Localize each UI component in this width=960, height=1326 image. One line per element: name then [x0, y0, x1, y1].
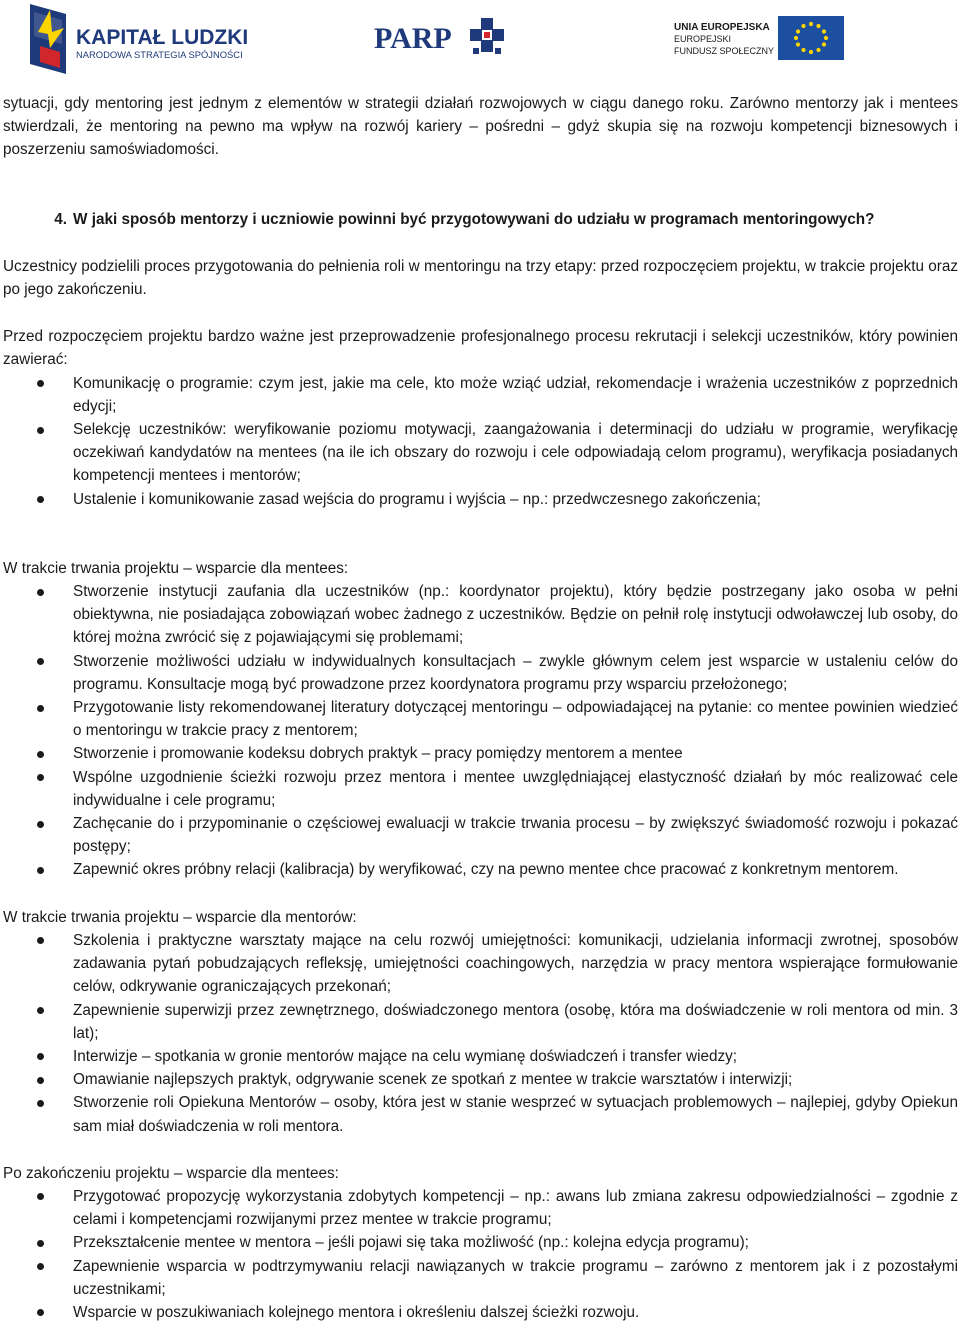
bullet-icon: [37, 1077, 44, 1084]
bullet-icon: [37, 427, 44, 434]
bullet-icon: [37, 496, 44, 503]
mentees-during-heading: W trakcie trwania projektu – wsparcie dla mentees:: [3, 559, 349, 577]
bullet-icon: [37, 774, 44, 781]
list-item: Stworzenie instytucji zaufania dla uczestników (np.: koordynator projektu), który będzie postrzegany jako osoba w pełni obiektywna, nie posiadająca zobowiązań wobec żadnego z uczestników. Będzie on pełnił rolę instytucji odwoławczej lub osoby, do której można zwrócić się z pojawiającymi się problemami;: [3, 580, 958, 650]
question-text: W jaki sposób mentorzy i uczniowie powinni być przygotowywani do udziału w programach mentoringowych?: [73, 210, 875, 228]
bullet-icon: [37, 1100, 44, 1107]
parp-title: PARP: [374, 22, 452, 55]
list-item: Szkolenia i praktyczne warsztaty mające na celu rozwój umiejętności: komunikacji, udzielania informacji zwrotnej, sposobów zadawania pytań pobudzających refleksję, umiejętności coachingowych, narzędzia w pracy mentora wspierające formułowanie celów, odkrywanie ograniczających przekonań;: [3, 929, 958, 999]
bullet-icon: [37, 867, 44, 874]
before-project-list: [3, 372, 958, 511]
document-body: [3, 92, 958, 1324]
list-item: Komunikację o programie: czym jest, jakie ma cele, kto może wziąć udział, rekomendacje i wrażenia uczestników z poprzednich edycji;: [3, 372, 958, 418]
question-heading: [3, 208, 958, 231]
list-item: Zapewnienie wsparcia w podtrzymywaniu relacji nawiązanych w trakcie programu – zarówno z mentorem jak i z pozostałymi uczestnikami;: [3, 1255, 958, 1301]
kapital-subtitle: NARODOWA STRATEGIA SPÓJNOŚCI: [76, 49, 243, 60]
list-item: Stworzenie i promowanie kodeksu dobrych praktyk – pracy pomiędzy mentorem a mentee: [3, 742, 958, 765]
list-item: Stworzenie roli Opiekuna Mentorów – osoby, która jest w stanie wesprzeć w sytuacjach problemowych – najlepiej, gdyby Opiekun sam miał doświadczenia w roli mentora.: [3, 1091, 958, 1137]
bullet-icon: [37, 821, 44, 828]
bullet-icon: [37, 658, 44, 665]
kapital-ludzki-logo: [30, 2, 250, 76]
page-header: [0, 0, 960, 82]
bullet-icon: [37, 589, 44, 596]
bullet-icon: [37, 1053, 44, 1060]
eu-line3: FUNDUSZ SPOŁECZNY: [674, 46, 775, 56]
list-item: Stworzenie możliwości udziału w indywidualnych konsultacjach – zwykle głównym celem jest wsparcie w ustaleniu celów do programu. Konsultacje mogą być prowadzone przez koordynatora programu przy wsparciu przełożonego;: [3, 650, 958, 696]
parp-logo: [374, 14, 506, 64]
intro-paragraph: sytuacji, gdy mentoring jest jednym z elementów w strategii działań rozwojowych w ciągu danego roku. Zarówno mentorzy jak i mentees stwierdzali, że mentoring na pewno ma wpływ na rozwój kariery – pośredni – gdyż skupia się na rozwoju kompetencji biznesowych i poszerzeniu samoświadomości.: [3, 95, 958, 159]
mentors-during-heading: W trakcie trwania projektu – wsparcie dla mentorów:: [3, 908, 357, 926]
mentees-after-list: [3, 1185, 958, 1324]
eu-logo: [668, 14, 848, 64]
list-item: Ustalenie i komunikowanie zasad wejścia do programu i wyjścia – np.: przedwczesnego zakończenia;: [3, 488, 958, 511]
list-item: Zapewnić okres próbny relacji (kalibracja) by weryfikować, czy na pewno mentee chce pracować z konkretnym mentorem.: [3, 858, 958, 881]
eu-line1: UNIA EUROPEJSKA: [674, 22, 770, 33]
bullet-icon: [37, 1309, 44, 1316]
list-item: Przygotować propozycję wykorzystania zdobytych kompetencji – np.: awans lub zmiana zakresu odpowiedzialności – zgodnie z celami i kompetencjami rozwijanymi przez mentee w trakcie programu;: [3, 1185, 958, 1231]
kapital-title: KAPITAŁ LUDZKI: [76, 26, 249, 49]
bullet-icon: [37, 1240, 44, 1247]
bullet-icon: [37, 705, 44, 712]
list-item: Przekształcenie mentee w mentora – jeśli pojawi się taka możliwość (np.: kolejna edycja programu);: [3, 1231, 958, 1254]
list-item: Zapewnienie superwizji przez zewnętrznego, doświadczonego mentora (osobę, która ma doświadczenie w roli mentora od min. 3 lat);: [3, 999, 958, 1045]
list-item: Interwizje – spotkania w gronie mentorów mające na celu wymianę doświadczeń i transfer wiedzy;: [3, 1045, 958, 1068]
list-item: Omawianie najlepszych praktyk, odgrywanie scenek ze spotkań z mentee w trakcie warsztatów i interwizji;: [3, 1068, 958, 1091]
bullet-icon: [37, 1007, 44, 1014]
stages-paragraph: Uczestnicy podzielili proces przygotowania do pełnienia roli w mentoringu na trzy etapy: przed rozpoczęciem projektu, w trakcie projektu oraz po jego zakończeniu.: [3, 257, 958, 299]
mentors-during-list: [3, 929, 958, 1138]
list-item: Selekcję uczestników: weryfikowanie poziomu motywacji, zaangażowania i determinacji do udziału w programie, weryfikację oczekiwań kandydatów na mentees (na ile ich obszary do rozwoju i cele odpowiadają celom programu), weryfikacja posiadanych kompetencji mentees i mentorów;: [3, 418, 958, 488]
list-item: Wsparcie w poszukiwaniach kolejnego mentora i określeniu dalszej ścieżki rozwoju.: [3, 1301, 958, 1324]
list-item: Przygotowanie listy rekomendowanej literatury dotyczącej mentoringu – odpowiadającej na pytanie: co mentee powinien wiedzieć o mentoringu w trakcie pracy z mentorem;: [3, 696, 958, 742]
bullet-icon: [37, 937, 44, 944]
bullet-icon: [37, 380, 44, 387]
mentees-during-list: [3, 580, 958, 882]
list-item: Zachęcanie do i przypominanie o częściowej ewaluacji w trakcie trwania procesu – by zwiększyć świadomość rozwoju i pokazać postępy;: [3, 812, 958, 858]
mentees-after-heading: Po zakończeniu projektu – wsparcie dla mentees:: [3, 1164, 339, 1182]
bullet-icon: [37, 1193, 44, 1200]
bullet-icon: [37, 1263, 44, 1270]
question-number: 4.: [54, 210, 67, 228]
bullet-icon: [37, 751, 44, 758]
list-item: Wspólne uzgodnienie ścieżki rozwoju przez mentora i mentee uwzględniającej elastyczność działań by móc realizować cele indywidualne i cele programu;: [3, 766, 958, 812]
before-project-paragraph: Przed rozpoczęciem projektu bardzo ważne jest przeprowadzenie profesjonalnego procesu rekrutacji i selekcji uczestników, który powinien zawierać:: [3, 328, 958, 369]
eu-line2: EUROPEJSKI: [674, 34, 732, 44]
